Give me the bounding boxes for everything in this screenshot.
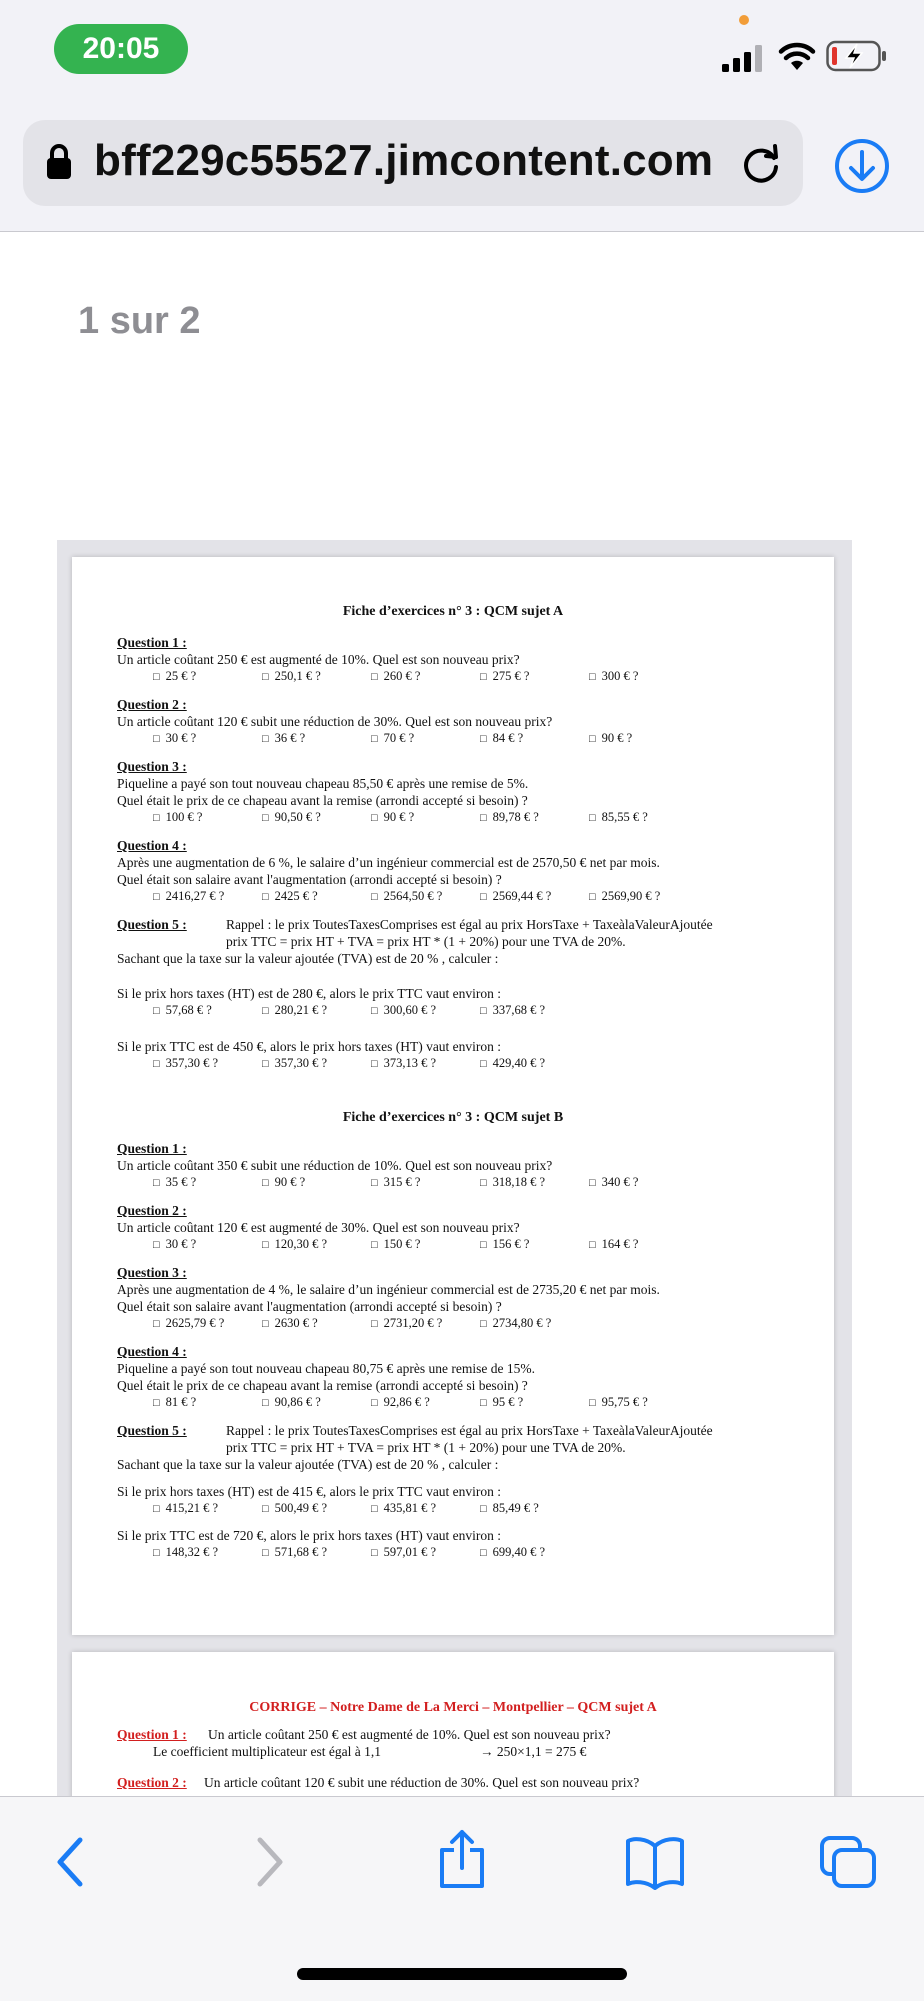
answer-option[interactable]: □ 2625,79 € ? [153,1315,224,1333]
question-subtext: Si le prix TTC est de 720 €, alors le prix hors taxes (HT) vaut environ : [117,1528,502,1543]
correction-text: Le coefficient multiplicateur est égal à 1,1 [153,1744,382,1759]
lock-icon [44,143,74,181]
question-text: Un article coûtant 250 € est augmenté de 10%. Quel est son nouveau prix? [208,1727,611,1742]
question-heading: Question 1 : [117,1141,187,1156]
answer-option[interactable]: □ 90 € ? [371,809,414,827]
sujet-b-title: Fiche d’exercices n° 3 : QCM sujet B [342,1110,564,1125]
forward-icon[interactable] [250,1834,290,1890]
answer-option[interactable]: □ 435,81 € ? [371,1500,436,1518]
answer-option[interactable]: □ 260 € ? [371,668,420,686]
bookmarks-icon[interactable] [624,1834,686,1890]
wifi-icon [778,42,816,72]
question-heading: Question 1 : [117,1727,187,1742]
answer-option[interactable]: □ 70 € ? [371,730,414,748]
answer-option[interactable]: □ 85,55 € ? [589,809,648,827]
answer-option[interactable]: □ 275 € ? [480,668,529,686]
reload-icon[interactable] [738,140,784,186]
home-indicator[interactable] [297,1968,627,1980]
answer-option[interactable]: □ 357,30 € ? [153,1055,218,1073]
question-text: Après une augmentation de 4 %, le salaire d’un ingénieur commercial est de 2735,20 € net par mois. [117,1282,660,1297]
pdf-page-1 [72,557,834,1635]
answer-option[interactable]: □ 315 € ? [371,1174,420,1192]
answer-option[interactable]: □ 500,49 € ? [262,1500,327,1518]
answer-option[interactable]: □ 2564,50 € ? [371,888,442,906]
answer-option[interactable]: □ 429,40 € ? [480,1055,545,1073]
status-time: 20:05 [54,24,188,74]
answer-option[interactable]: □ 373,13 € ? [371,1055,436,1073]
answer-option[interactable]: □ 699,40 € ? [480,1544,545,1562]
question-heading: Question 4 : [117,1344,187,1359]
cellular-signal-icon [722,44,766,72]
question-text: Piqueline a payé son tout nouveau chapeau 85,50 € après une remise de 5%. [117,776,529,791]
answer-option[interactable]: □ 340 € ? [589,1174,638,1192]
question-heading: Question 3 : [117,1265,187,1280]
answer-option[interactable]: □ 280,21 € ? [262,1002,327,1020]
answer-option[interactable]: □ 25 € ? [153,668,196,686]
answer-option[interactable]: □ 90,86 € ? [262,1394,321,1412]
answer-option[interactable]: □ 300,60 € ? [371,1002,436,1020]
page-indicator: 1 sur 2 [78,300,201,342]
question-subtext: Si le prix hors taxes (HT) est de 415 €, alors le prix TTC vaut environ : [117,1484,502,1499]
answer-option[interactable]: □ 30 € ? [153,1236,196,1254]
question-text: Sachant que la taxe sur la valeur ajoutée (TVA) est de 20 % , calculer : [117,1457,499,1472]
answer-option[interactable]: □ 357,30 € ? [262,1055,327,1073]
answer-option[interactable]: □ 148,32 € ? [153,1544,218,1562]
question-text: Un article coûtant 250 € est augmenté de 10%. Quel est son nouveau prix? [117,652,520,667]
back-icon[interactable] [50,1834,90,1890]
answer-option[interactable]: □ 81 € ? [153,1394,196,1412]
answer-option[interactable]: □ 2425 € ? [262,888,318,906]
share-icon[interactable] [434,1828,490,1890]
question-text: Quel était le prix de ce chapeau avant la remise (arrondi accepté si besoin) ? [117,793,528,808]
rappel-text: Rappel : le prix ToutesTaxesComprises est égal au prix HorsTaxe + TaxeàlaValeurAjoutée [226,1423,713,1438]
answer-option[interactable]: □ 2569,44 € ? [480,888,551,906]
question-heading: Question 5 : [117,1423,187,1438]
question-text: Sachant que la taxe sur la valeur ajoutée (TVA) est de 20 % , calculer : [117,951,499,966]
rappel-formula: prix TTC = prix HT + TVA = prix HT * (1 + 20%) pour une TVA de 20%. [226,934,626,949]
question-text: Un article coûtant 120 € est augmenté de 30%. Quel est son nouveau prix? [117,1220,520,1235]
answer-option[interactable]: □ 36 € ? [262,730,305,748]
question-text: Quel était le prix de ce chapeau avant la remise (arrondi accepté si besoin) ? [117,1378,528,1393]
answer-option[interactable]: □ 90 € ? [589,730,632,748]
answer-option[interactable]: □ 95,75 € ? [589,1394,648,1412]
question-heading: Question 5 : [117,917,187,932]
answer-option[interactable]: □ 84 € ? [480,730,523,748]
answer-option[interactable]: □ 120,30 € ? [262,1236,327,1254]
download-icon[interactable] [834,138,890,194]
answer-option[interactable]: □ 100 € ? [153,809,202,827]
answer-option[interactable]: □ 164 € ? [589,1236,638,1254]
question-heading: Question 4 : [117,838,187,853]
question-heading: Question 3 : [117,759,187,774]
question-subtext: Si le prix TTC est de 450 €, alors le prix hors taxes (HT) vaut environ : [117,1039,502,1054]
correction-result: → 250×1,1 = 275 € [480,1744,587,1759]
answer-option[interactable]: □ 300 € ? [589,668,638,686]
tabs-icon[interactable] [818,1834,878,1890]
answer-option[interactable]: □ 35 € ? [153,1174,196,1192]
question-subtext: Si le prix hors taxes (HT) est de 280 €, alors le prix TTC vaut environ : [117,986,502,1001]
answer-option[interactable]: □ 2569,90 € ? [589,888,660,906]
rappel-formula: prix TTC = prix HT + TVA = prix HT * (1 + 20%) pour une TVA de 20%. [226,1440,626,1455]
answer-option[interactable]: □ 85,49 € ? [480,1500,539,1518]
answer-option[interactable]: □ 2734,80 € ? [480,1315,551,1333]
corrige-title: CORRIGE – Notre Dame de La Merci – Montpellier – QCM sujet A [249,1700,657,1715]
question-text: Après une augmentation de 6 %, le salaire d’un ingénieur commercial est de 2570,50 € net par mois. [117,855,660,870]
rappel-text: Rappel : le prix ToutesTaxesComprises est égal au prix HorsTaxe + TaxeàlaValeurAjoutée [226,917,713,932]
privacy-indicator-dot [739,15,749,25]
sujet-a-title: Fiche d’exercices n° 3 : QCM sujet A [342,604,564,619]
url-text[interactable]: bff229c55527.jimcontent.com [94,136,714,185]
question-heading: Question 1 : [117,635,187,650]
answer-option[interactable]: □ 2731,20 € ? [371,1315,442,1333]
answer-option[interactable]: □ 57,68 € ? [153,1002,212,1020]
answer-option[interactable]: □ 90 € ? [262,1174,305,1192]
answer-option[interactable]: □ 156 € ? [480,1236,529,1254]
answer-option[interactable]: □ 2630 € ? [262,1315,318,1333]
answer-option[interactable]: □ 150 € ? [371,1236,420,1254]
battery-charging-icon [826,40,888,72]
answer-option[interactable]: □ 337,68 € ? [480,1002,545,1020]
question-heading: Question 2 : [117,1203,187,1218]
answer-option[interactable]: □ 95 € ? [480,1394,523,1412]
question-heading: Question 2 : [117,1775,187,1790]
question-text: Un article coûtant 120 € subit une réduction de 30%. Quel est son nouveau prix? [117,714,553,729]
answer-option[interactable]: □ 415,21 € ? [153,1500,218,1518]
question-text: Un article coûtant 350 € subit une réduction de 10%. Quel est son nouveau prix? [117,1158,553,1173]
answer-option[interactable]: □ 30 € ? [153,730,196,748]
question-text: Un article coûtant 120 € subit une réduction de 30%. Quel est son nouveau prix? [204,1775,640,1790]
question-text: Quel était son salaire avant l'augmentation (arrondi accepté si besoin) ? [117,1299,502,1314]
answer-option[interactable]: □ 2416,27 € ? [153,888,224,906]
answer-option[interactable]: □ 89,78 € ? [480,809,539,827]
answer-option[interactable]: □ 571,68 € ? [262,1544,327,1562]
answer-option[interactable]: □ 597,01 € ? [371,1544,436,1562]
question-text: Piqueline a payé son tout nouveau chapeau 80,75 € après une remise de 15%. [117,1361,535,1376]
answer-option[interactable]: □ 92,86 € ? [371,1394,430,1412]
answer-option[interactable]: □ 318,18 € ? [480,1174,545,1192]
answer-option[interactable]: □ 250,1 € ? [262,668,321,686]
question-text: Quel était son salaire avant l'augmentation (arrondi accepté si besoin) ? [117,872,502,887]
question-heading: Question 2 : [117,697,187,712]
answer-option[interactable]: □ 90,50 € ? [262,809,321,827]
